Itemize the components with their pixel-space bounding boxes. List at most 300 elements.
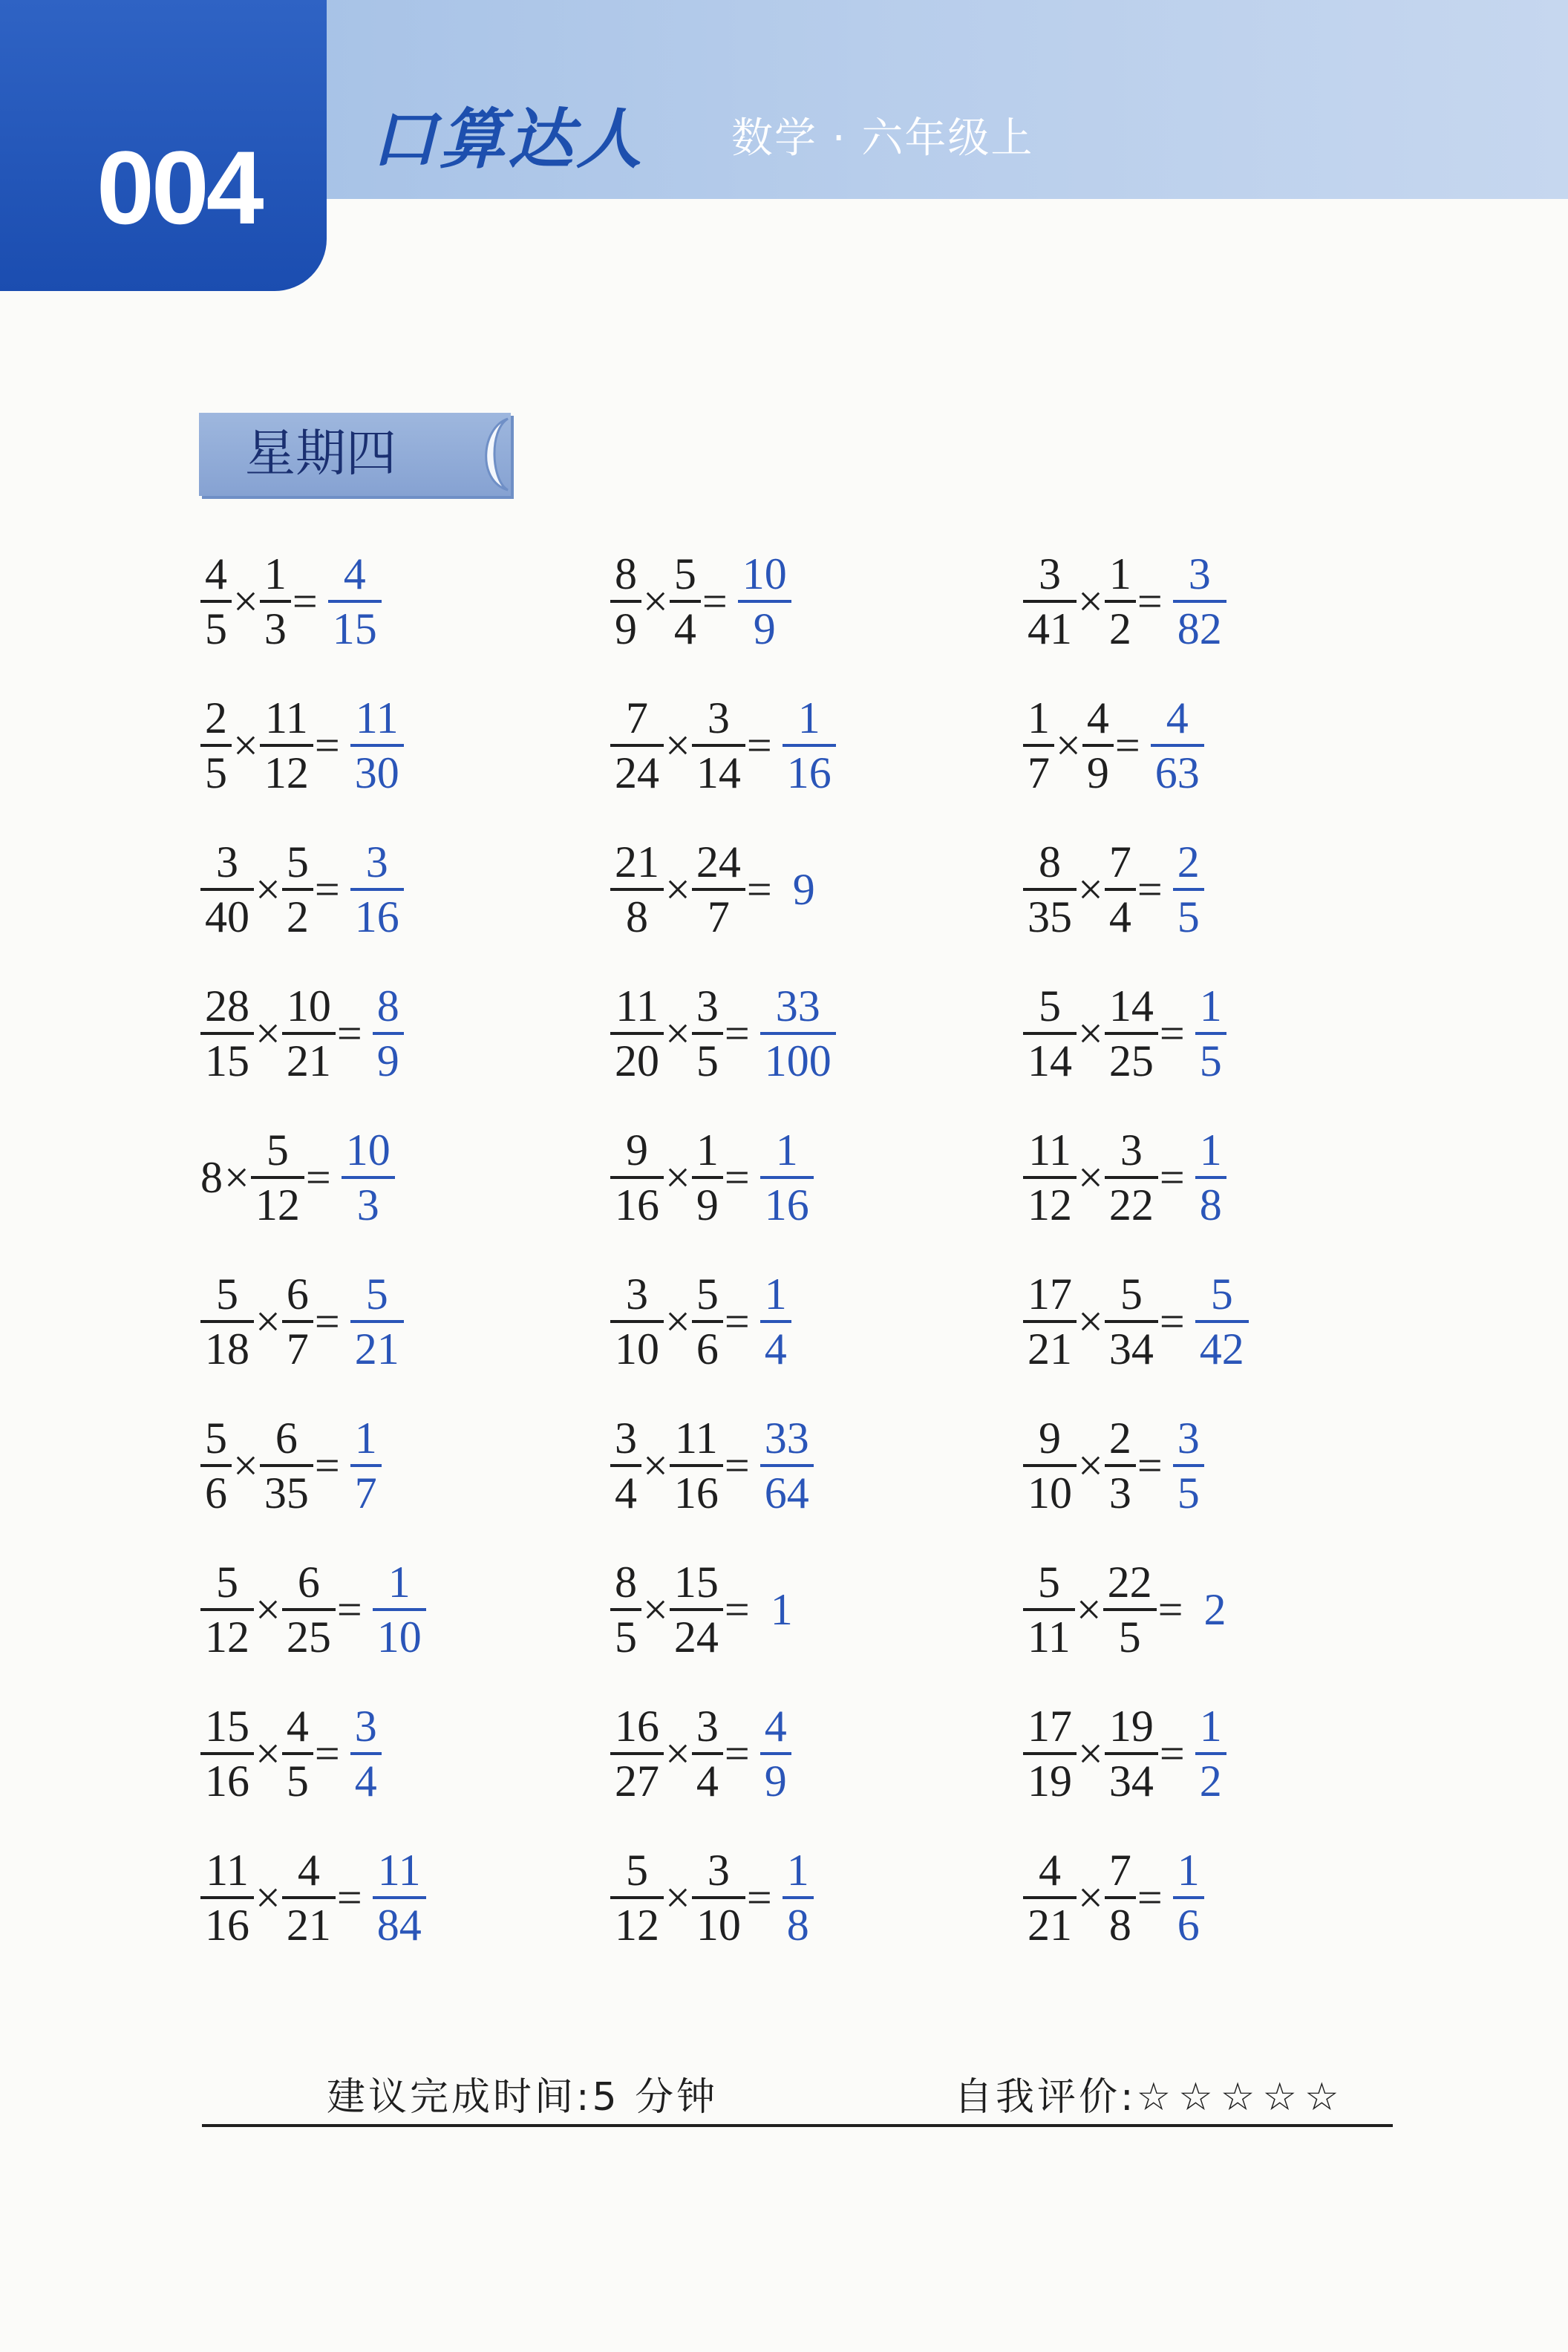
fraction-bar: [760, 1752, 791, 1755]
numerator: 5: [286, 837, 309, 886]
denominator: 84: [376, 1901, 422, 1950]
problem-2-5: [610, 1118, 814, 1237]
numerator: 10: [286, 981, 331, 1030]
numerator: 1: [775, 1126, 798, 1175]
equals-sign: =: [724, 1153, 750, 1202]
equals-sign: =: [1137, 865, 1163, 914]
denominator: 34: [1108, 1757, 1154, 1806]
fraction-bar: [1105, 1176, 1158, 1179]
numerator: 11: [206, 1846, 249, 1895]
numerator: 11: [1028, 1126, 1071, 1175]
fraction: [1023, 1127, 1077, 1228]
answer-fraction: [760, 1415, 814, 1516]
fraction: [692, 1703, 723, 1804]
fraction-bar: [282, 888, 313, 891]
denominator: 5: [696, 1036, 719, 1085]
equals-sign: =: [724, 1585, 750, 1634]
equals-sign: =: [746, 721, 772, 770]
denominator: 3: [1108, 1469, 1131, 1518]
denominator: 27: [615, 1757, 659, 1806]
denominator: 10: [615, 1324, 659, 1373]
denominator: 5: [1118, 1613, 1141, 1662]
answer-fraction: [328, 551, 382, 652]
numerator: 5: [216, 1558, 238, 1607]
fraction: [1023, 551, 1077, 652]
answer-fraction: [1173, 839, 1204, 940]
fraction: [692, 1127, 723, 1228]
denominator: 7: [354, 1469, 377, 1518]
denominator: 20: [615, 1036, 659, 1085]
fraction-bar: [1023, 1752, 1077, 1755]
fraction: [692, 1271, 723, 1372]
numerator: 2: [1108, 1414, 1131, 1463]
equals-sign: =: [1137, 1873, 1163, 1922]
numerator: 11: [355, 693, 399, 742]
fraction-bar: [1173, 1896, 1204, 1899]
problem-3-1: [1023, 542, 1226, 661]
handwritten-answer: [760, 1415, 814, 1516]
numerator: 1: [1028, 693, 1050, 742]
answer-fraction: [783, 1847, 814, 1948]
fraction-bar: [1173, 1464, 1204, 1467]
fraction-bar: [350, 888, 404, 891]
denominator: 30: [354, 748, 399, 797]
fraction-bar: [1195, 1032, 1226, 1035]
fraction-bar: [1173, 600, 1226, 603]
equals-sign: =: [1137, 1441, 1163, 1490]
equals-sign: =: [336, 1873, 362, 1922]
numerator: 5: [1037, 1558, 1060, 1607]
numerator: 2: [1177, 837, 1200, 886]
fraction: [610, 551, 641, 652]
denominator: 5: [1177, 1469, 1200, 1518]
fraction-bar: [200, 1752, 254, 1755]
handwritten-answer: [1173, 1847, 1204, 1948]
times-sign: ×: [255, 1009, 281, 1058]
denominator: 18: [205, 1324, 249, 1373]
fraction: [610, 1415, 641, 1516]
denominator: 16: [786, 748, 832, 797]
handwritten-answer: [328, 551, 382, 652]
fraction: [200, 983, 254, 1084]
fraction: [692, 983, 723, 1084]
handwritten-answer: [350, 1415, 382, 1516]
fraction-bar: [1103, 1608, 1157, 1611]
numerator: 16: [615, 1702, 659, 1751]
denominator: 8: [786, 1901, 809, 1950]
fraction-bar: [1195, 1176, 1226, 1179]
denominator: 4: [696, 1757, 719, 1806]
problem-3-9: [1023, 1694, 1226, 1813]
times-sign: ×: [233, 1441, 258, 1490]
fraction-bar: [610, 1896, 664, 1899]
fraction-bar: [692, 888, 745, 891]
equals-sign: =: [305, 1153, 331, 1202]
numerator: 3: [1188, 549, 1211, 598]
numerator: 4: [1039, 1846, 1061, 1895]
denominator: 21: [1028, 1901, 1072, 1950]
fraction-bar: [760, 1464, 814, 1467]
fraction-bar: [670, 1464, 723, 1467]
fraction-bar: [1023, 888, 1077, 891]
denominator: 3: [356, 1180, 379, 1229]
numerator: 5: [1120, 1270, 1143, 1319]
handwritten-answer: [350, 1271, 404, 1372]
fraction: [1023, 1703, 1077, 1804]
answer-fraction: [350, 1703, 382, 1804]
times-sign: ×: [1078, 865, 1103, 914]
fraction-bar: [610, 1752, 664, 1755]
handwritten-answer: [1203, 1587, 1226, 1633]
fraction: [1105, 551, 1136, 652]
numerator: 11: [377, 1846, 421, 1895]
denominator: 12: [264, 748, 309, 797]
times-sign: ×: [1078, 1729, 1103, 1778]
denominator: 64: [764, 1469, 809, 1518]
fraction-bar: [692, 1752, 723, 1755]
fraction-bar: [760, 1176, 814, 1179]
problem-2-8: [610, 1550, 793, 1669]
fraction: [1105, 1271, 1158, 1372]
fraction: [200, 1271, 254, 1372]
problem-3-5: [1023, 1118, 1226, 1237]
numerator: 1: [696, 1126, 719, 1175]
denominator: 35: [264, 1469, 309, 1518]
denominator: 40: [205, 892, 249, 941]
equals-sign: =: [1159, 1153, 1185, 1202]
denominator: 9: [696, 1180, 719, 1229]
equals-sign: =: [724, 1441, 750, 1490]
numerator: 3: [615, 1414, 637, 1463]
fraction-bar: [738, 600, 791, 603]
equals-sign: =: [702, 577, 728, 626]
numerator: 15: [205, 1702, 249, 1751]
numerator: 3: [354, 1702, 377, 1751]
fraction: [1105, 1415, 1136, 1516]
equals-sign: =: [1159, 1297, 1185, 1346]
fraction: [692, 1847, 745, 1948]
numerator: 6: [297, 1558, 320, 1607]
numerator: 8: [615, 1558, 637, 1607]
fraction: [610, 983, 664, 1084]
answer-fraction: [1151, 695, 1204, 796]
numerator: 15: [673, 1558, 719, 1607]
handwritten-answer: [1151, 695, 1204, 796]
fraction-bar: [1023, 1320, 1077, 1323]
equals-sign: =: [746, 1873, 772, 1922]
numerator: 1: [797, 693, 820, 742]
fraction-bar: [328, 600, 382, 603]
times-sign: ×: [1078, 577, 1103, 626]
fraction-bar: [373, 1608, 426, 1611]
fraction-bar: [1105, 1032, 1158, 1035]
numerator: 3: [216, 837, 238, 886]
times-sign: ×: [665, 721, 690, 770]
page-number-tab: [0, 0, 327, 291]
fraction-bar: [200, 888, 254, 891]
answer-fraction: [1195, 1703, 1226, 1804]
fraction-bar: [1023, 1896, 1077, 1899]
numerator: 3: [626, 1270, 648, 1319]
numerator: 5: [216, 1270, 238, 1319]
denominator: 4: [354, 1757, 377, 1806]
numerator: 5: [696, 1270, 719, 1319]
numerator: 4: [286, 1702, 309, 1751]
fraction: [200, 1847, 254, 1948]
times-sign: ×: [255, 1873, 281, 1922]
denominator: 4: [615, 1469, 637, 1518]
numerator: 1: [354, 1414, 377, 1463]
handwritten-answer: [350, 695, 404, 796]
problem-3-7: [1023, 1406, 1204, 1525]
fraction-bar: [282, 1032, 336, 1035]
equals-sign: =: [1157, 1585, 1183, 1634]
problem-1-8: [200, 1550, 426, 1669]
fraction-bar: [200, 744, 232, 747]
fraction: [1023, 1271, 1077, 1372]
problem-2-7: [610, 1406, 814, 1525]
answer-fraction: [1195, 983, 1226, 1084]
numerator: 9: [626, 1126, 648, 1175]
fraction-bar: [350, 1464, 382, 1467]
denominator: 100: [764, 1036, 832, 1085]
numerator: 5: [673, 549, 696, 598]
numerator: 8: [1039, 837, 1061, 886]
problem-2-4: [610, 974, 836, 1093]
problem-1-2: [200, 686, 404, 805]
denominator: 10: [696, 1901, 741, 1950]
numerator: 10: [742, 549, 787, 598]
fraction-bar: [1023, 1608, 1075, 1611]
numerator: 4: [764, 1702, 787, 1751]
problem-2-3: [610, 830, 815, 949]
numerator: 5: [365, 1270, 388, 1319]
fraction: [282, 1703, 313, 1804]
problem-3-4: [1023, 974, 1226, 1093]
numerator: 6: [286, 1270, 309, 1319]
fraction-bar: [692, 744, 745, 747]
handwritten-answer: [783, 695, 836, 796]
page-number: 004: [97, 129, 261, 246]
fraction: [1082, 695, 1114, 796]
fraction: [282, 1271, 313, 1372]
equals-sign: =: [314, 865, 340, 914]
fraction: [670, 1415, 723, 1516]
answer-fraction: [373, 1847, 426, 1948]
numerator: 9: [1039, 1414, 1061, 1463]
numerator: 3: [696, 1702, 719, 1751]
numerator: 33: [775, 981, 820, 1030]
numerator: 7: [1108, 837, 1131, 886]
numerator: 4: [1086, 693, 1109, 742]
book-title: 口算达人: [371, 101, 645, 177]
denominator: 5: [286, 1757, 309, 1806]
numerator: 2: [205, 693, 227, 742]
problem-3-2: [1023, 686, 1204, 805]
fraction-bar: [760, 1032, 836, 1035]
answer-fraction: [760, 1127, 814, 1228]
fraction-bar: [1023, 744, 1054, 747]
problem-3-6: [1023, 1262, 1249, 1381]
fraction-bar: [1023, 1464, 1077, 1467]
fraction: [1103, 1559, 1157, 1660]
times-sign: ×: [643, 1585, 668, 1634]
denominator: 35: [1028, 892, 1072, 941]
times-sign: ×: [255, 865, 281, 914]
equals-sign: =: [336, 1585, 362, 1634]
footer-rule: [202, 2124, 1393, 2127]
fraction-bar: [783, 1896, 814, 1899]
fraction-bar: [1105, 888, 1136, 891]
equals-sign: =: [1137, 577, 1163, 626]
answer-fraction: [760, 1271, 791, 1372]
handwritten-answer: [1173, 1415, 1204, 1516]
numerator: 5: [1039, 981, 1061, 1030]
numerator: 5: [266, 1126, 289, 1175]
denominator: 16: [764, 1180, 809, 1229]
times-sign: ×: [224, 1153, 249, 1202]
answer-fraction: [373, 983, 404, 1084]
problem-2-1: [610, 542, 791, 661]
rating-stars: ☆☆☆☆☆: [1136, 2075, 1347, 2120]
denominator: 16: [205, 1901, 249, 1950]
denominator: 8: [1199, 1180, 1222, 1229]
denominator: 9: [1086, 748, 1109, 797]
equals-sign: =: [292, 577, 318, 626]
equals-sign: =: [336, 1009, 362, 1058]
denominator: 4: [673, 604, 696, 653]
fraction: [610, 1703, 664, 1804]
fraction-bar: [1195, 1320, 1249, 1323]
denominator: 16: [205, 1757, 249, 1806]
times-sign: ×: [665, 1009, 690, 1058]
fraction: [200, 1559, 254, 1660]
fraction: [282, 1847, 336, 1948]
numerator: 1: [786, 1846, 809, 1895]
numerator: 5: [205, 1414, 227, 1463]
fraction-bar: [1151, 744, 1204, 747]
denominator: 12: [1028, 1180, 1072, 1229]
times-sign: ×: [1078, 1009, 1103, 1058]
problem-1-1: [200, 542, 382, 661]
whole-number: 8: [200, 1153, 223, 1202]
times-sign: ×: [255, 1585, 281, 1634]
answer-fraction: [1173, 1847, 1204, 1948]
problem-3-8: [1023, 1550, 1226, 1669]
fraction-bar: [200, 1320, 254, 1323]
times-sign: ×: [233, 577, 258, 626]
times-sign: ×: [1078, 1297, 1103, 1346]
fraction-bar: [350, 744, 404, 747]
fraction: [692, 839, 745, 940]
numerator: 5: [1210, 1270, 1233, 1319]
fraction-bar: [1105, 600, 1136, 603]
handwritten-answer: [738, 551, 791, 652]
problem-2-9: [610, 1694, 791, 1813]
numerator: 1: [1108, 549, 1131, 598]
denominator: 9: [376, 1036, 399, 1085]
times-sign: ×: [1056, 721, 1081, 770]
denominator: 5: [1177, 892, 1200, 941]
fraction: [1105, 983, 1158, 1084]
fraction-bar: [1082, 744, 1114, 747]
handwritten-answer: [1195, 1271, 1249, 1372]
fraction-bar: [260, 600, 291, 603]
denominator: 16: [615, 1180, 659, 1229]
fraction-bar: [610, 888, 664, 891]
denominator: 6: [696, 1324, 719, 1373]
day-label-text: 星期四: [245, 425, 397, 483]
numerator: 3: [1039, 549, 1061, 598]
crescent-icon: [466, 416, 521, 493]
numerator: 4: [297, 1846, 320, 1895]
problem-1-5: [200, 1118, 395, 1237]
fraction-bar: [200, 1896, 254, 1899]
fraction: [610, 1127, 664, 1228]
times-sign: ×: [233, 721, 258, 770]
problem-3-3: [1023, 830, 1204, 949]
numerator: 10: [345, 1126, 391, 1175]
numerator: 1: [388, 1558, 411, 1607]
answer-fraction: [738, 551, 791, 652]
equals-sign: =: [1114, 721, 1140, 770]
handwritten-answer: [783, 1847, 814, 1948]
fraction-bar: [1105, 1896, 1136, 1899]
denominator: 7: [707, 892, 730, 941]
numerator: 8: [376, 981, 399, 1030]
fraction: [251, 1127, 304, 1228]
handwritten-answer: [760, 1703, 791, 1804]
denominator: 22: [1108, 1180, 1154, 1229]
fraction-bar: [610, 1176, 664, 1179]
problem-1-9: [200, 1694, 382, 1813]
denominator: 14: [696, 748, 741, 797]
denominator: 82: [1177, 604, 1222, 653]
fraction-bar: [610, 600, 641, 603]
fraction: [670, 1559, 723, 1660]
handwritten-answer: [1173, 551, 1226, 652]
denominator: 2: [286, 892, 309, 941]
fraction: [1105, 1127, 1158, 1228]
times-sign: ×: [1078, 1153, 1103, 1202]
fraction-bar: [373, 1032, 404, 1035]
fraction: [200, 551, 232, 652]
denominator: 24: [673, 1613, 719, 1662]
numerator: 3: [707, 693, 730, 742]
fraction-bar: [692, 1896, 745, 1899]
denominator: 12: [255, 1180, 300, 1229]
denominator: 24: [615, 748, 659, 797]
problem-2-2: [610, 686, 836, 805]
numerator: 1: [1177, 1846, 1200, 1895]
answer-fraction: [1195, 1127, 1226, 1228]
fraction-bar: [282, 1896, 336, 1899]
fraction: [670, 551, 701, 652]
day-label: [199, 413, 511, 496]
denominator: 25: [1108, 1036, 1154, 1085]
numerator: 14: [1108, 981, 1154, 1030]
denominator: 21: [1028, 1324, 1072, 1373]
problem-1-4: [200, 974, 404, 1093]
fraction-bar: [282, 1608, 336, 1611]
numerator: 4: [343, 549, 366, 598]
fraction-bar: [373, 1896, 426, 1899]
book-subtitle: 数学 · 六年级上: [731, 114, 1034, 163]
answer-fraction: [373, 1559, 426, 1660]
times-sign: ×: [1078, 1441, 1103, 1490]
numerator: 1: [1199, 981, 1222, 1030]
handwritten-answer: [342, 1127, 395, 1228]
